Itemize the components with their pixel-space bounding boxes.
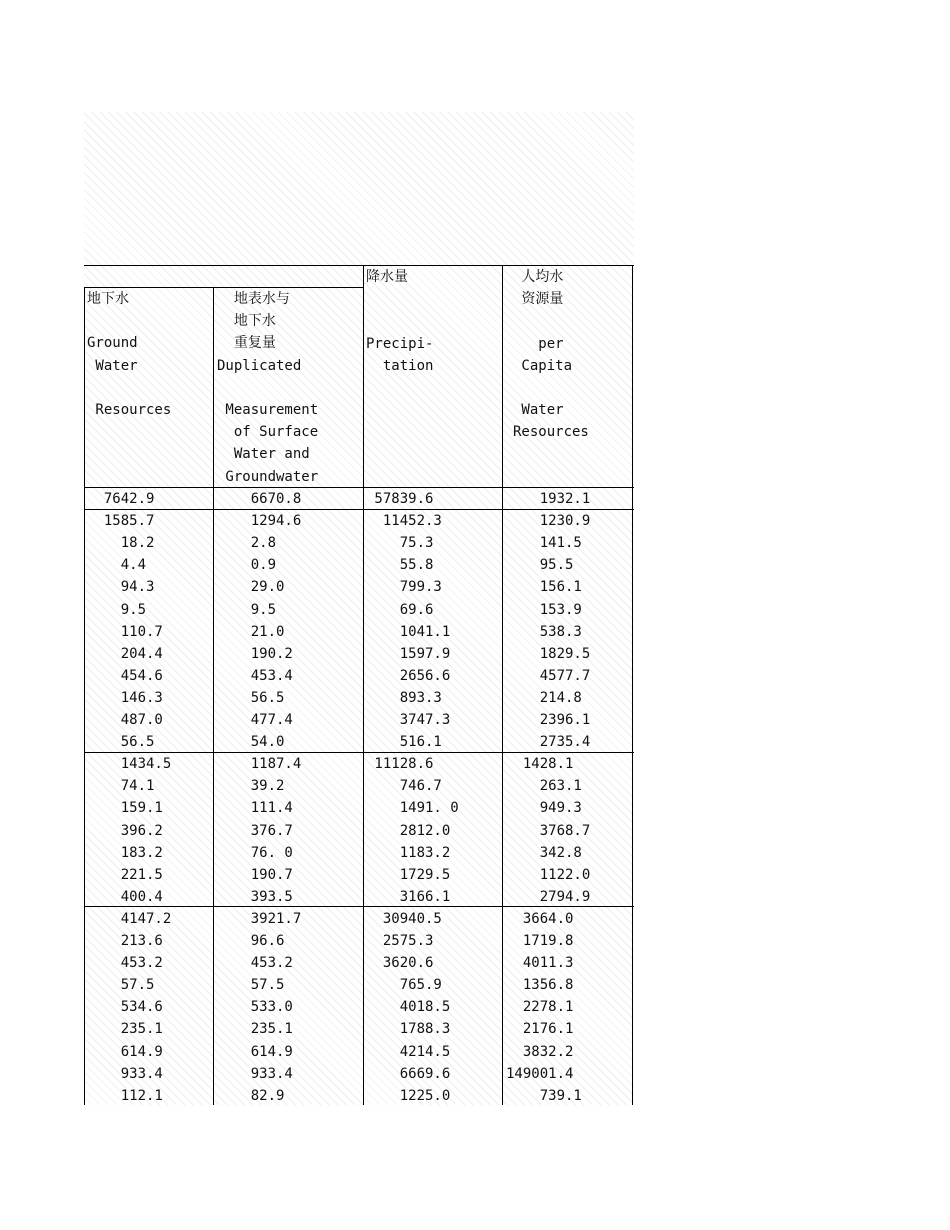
table-cell: 263.1 [506,778,582,795]
table-cell: 6670.8 [217,491,302,507]
table-cell: 82.9 [217,1087,285,1104]
table-cell: 235.1 [217,1021,293,1038]
table-cell: 0.9 [217,557,277,574]
table-cell: 112.1 [87,1087,163,1104]
table-cell: 2396.1 [506,712,591,728]
table-cell: 534.6 [87,999,163,1016]
table-cell: 3832.2 [506,1043,574,1060]
table-cell: 235.1 [87,1021,163,1038]
table-cell: 56.5 [87,734,155,751]
table-cell: 453.2 [87,955,163,972]
table-cell: 799.3 [366,579,442,596]
table-cell: 204.4 [87,645,163,662]
table-cell: 54.0 [217,734,285,751]
table-cell: 949.3 [506,800,582,817]
table-cell: 69.6 [366,601,434,618]
table-cell: 933.4 [217,1065,293,1082]
table-cell: 4577.7 [506,667,591,684]
table-cell: 1719.8 [506,933,574,949]
table-cell: 614.9 [87,1043,163,1060]
table-cell: 9.5 [217,601,277,618]
table-cell: 18.2 [87,535,155,552]
table-cell: 213.6 [87,933,163,949]
rule-right [632,265,633,1105]
table-cell: 9.5 [87,601,147,618]
table-cell: 4.4 [87,557,147,574]
table-cell: 55.8 [366,557,434,574]
table-cell: 2.8 [217,535,277,552]
table-cell: 153.9 [506,601,582,618]
table-cell: 453.2 [217,955,293,972]
table-cell: 110.7 [87,623,163,640]
table-cell: 39.2 [217,778,285,795]
table-cell: 533.0 [217,999,293,1016]
table-cell: 1932.1 [506,491,591,507]
header-precipitation: 降水量 Precipi- tation [366,269,434,374]
table-cell: 1729.5 [366,866,451,883]
table-cell: 1183.2 [366,844,451,861]
table-cell: 183.2 [87,844,163,861]
table-cell: 56.5 [217,689,285,706]
table-cell: 1788.3 [366,1021,451,1038]
table-cell: 396.2 [87,822,163,839]
table-cell: 146.3 [87,689,163,706]
table-cell: 4018.5 [366,999,451,1016]
table-cell: 1225.0 [366,1087,451,1104]
table-cell: 141.5 [506,535,582,552]
table-cell: 3747.3 [366,712,451,728]
table-cell: 2278.1 [506,999,574,1016]
table-cell: 75.3 [366,535,434,552]
table-cell: 1597.9 [366,645,451,662]
table-cell: 933.4 [87,1065,163,1082]
table-cell: 1187.4 [217,756,302,773]
table-cell: 2735.4 [506,734,591,751]
table-cell: 11452.3 [366,513,442,530]
table-cell: 159.1 [87,800,163,817]
table-cell: 190.2 [217,645,293,662]
table-cell: 477.4 [217,712,293,728]
table-cell: 1294.6 [217,513,302,530]
table-cell: 6669.6 [366,1065,451,1082]
table-cell: 342.8 [506,844,582,861]
table-cell: 57.5 [217,977,285,994]
table-cell: 487.0 [87,712,163,728]
table-cell: 516.1 [366,734,442,751]
table-cell: 1230.9 [506,513,591,530]
table-cell: 214.8 [506,689,582,706]
table-cell: 7642.9 [87,491,155,507]
table-cell: 21.0 [217,623,285,640]
table-cell: 190.7 [217,866,293,883]
rule-col2 [213,287,214,1105]
table-cell: 400.4 [87,888,163,905]
table-cell: 57839.6 [366,491,434,507]
table-cell: 3620.6 [366,955,434,972]
table-cell: 95.5 [506,557,574,574]
table-cell: 1491. 0 [366,800,459,817]
table-cell: 4147.2 [87,910,172,927]
table-cell: 96.6 [217,933,285,949]
table-cell: 454.6 [87,667,163,684]
table-cell: 94.3 [87,579,155,596]
table-cell: 111.4 [217,800,293,817]
table-cell: 1122.0 [506,866,591,883]
table-cell: 376.7 [217,822,293,839]
table-cell: 1356.8 [506,977,574,994]
table-cell: 393.5 [217,888,293,905]
table-cell: 149001.4 [506,1065,574,1082]
table-cell: 1585.7 [87,513,155,530]
table-cell: 765.9 [366,977,442,994]
rule-col4 [502,265,503,1105]
table-cell: 76. 0 [217,844,293,861]
table-cell: 453.4 [217,667,293,684]
table-cell: 3768.7 [506,822,591,839]
table-cell: 1428.1 [506,756,574,773]
table-cell: 4011.3 [506,955,574,972]
table-cell: 74.1 [87,778,155,795]
table-cell: 3166.1 [366,888,451,905]
table-cell: 57.5 [87,977,155,994]
table-cell: 1829.5 [506,645,591,662]
table-cell: 4214.5 [366,1043,451,1060]
table-cell: 746.7 [366,778,442,795]
table-cell: 614.9 [217,1043,293,1060]
table-cell: 30940.5 [366,910,442,927]
header-per-capita: 人均水 资源量 per Capita Water Resources [513,269,589,441]
table-cell: 2575.3 [366,933,434,949]
table-cell: 2794.9 [506,888,591,905]
header-duplicated: 地表水与 地下水 重复量 Duplicated Measurement of Surface Water and Groundwater [217,291,319,485]
table-cell: 538.3 [506,623,582,640]
table-cell: 29.0 [217,579,285,596]
table-cell: 156.1 [506,579,582,596]
rule-col3 [363,265,364,1105]
table-cell: 2656.6 [366,667,451,684]
table-cell: 3921.7 [217,910,302,927]
table-cell: 221.5 [87,866,163,883]
table-cell: 739.1 [506,1087,582,1104]
table-cell: 11128.6 [366,756,434,773]
table-cell: 2176.1 [506,1021,574,1038]
table-cell: 3664.0 [506,910,574,927]
table-cell: 1434.5 [87,756,172,773]
table-cell: 893.3 [366,689,442,706]
table-cell: 2812.0 [366,822,451,839]
rule-left [84,287,85,1105]
header-groundwater: 地下水 Ground Water Resources [87,291,172,419]
table-cell: 1041.1 [366,623,451,640]
